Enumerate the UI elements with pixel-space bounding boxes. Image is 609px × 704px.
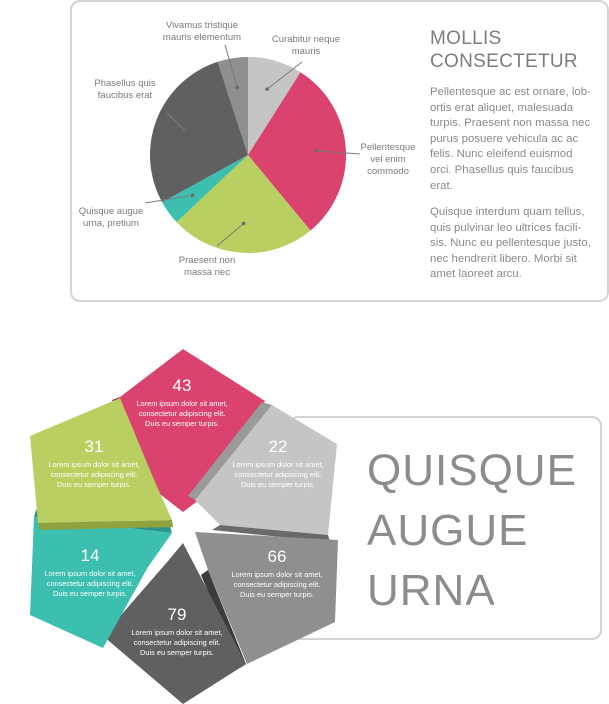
para1-line: erat. — [430, 179, 453, 192]
hex-segment-description: consectetur adipiscing elit. — [234, 470, 322, 479]
pie-side-title-line-2: CONSECTETUR — [430, 51, 578, 72]
pie-slice-label: Phasellus quis — [94, 78, 156, 89]
hex-segment-description: Duis eu semper turpis. — [145, 419, 219, 428]
hex-segment-description: Lorem ipsum dolor sit amet, — [136, 399, 228, 408]
para1-line: felis. Nunc eleifend euismod — [430, 148, 573, 161]
big-title-line-3: URNA — [367, 566, 496, 615]
pie-slice-label: commodo — [367, 166, 409, 177]
hex-segment-description: consectetur adipiscing elit. — [133, 638, 221, 647]
hex-segment-description: Lorem ipsum dolor sit amet, — [44, 569, 136, 578]
hex-segment-description: Duis eu semper turpis. — [140, 648, 214, 657]
pie-slice-label: urna, pretium — [83, 218, 139, 229]
pie-slice-label: Vivamus tristique — [165, 20, 239, 31]
hex-segment-description: Duis eu semper turpis. — [240, 590, 314, 599]
pie-slice-label: Pellentesque — [360, 142, 416, 153]
hex-segment-description: Lorem ipsum dolor sit amet, — [232, 460, 324, 469]
para2-line: sis. Nunc eu pellentesque justo, — [430, 237, 591, 250]
hex-segment-number: 43 — [172, 376, 192, 395]
hex-segment-description: consectetur adipiscing elit. — [50, 470, 138, 479]
hex-segment-description: consectetur adipiscing elit. — [233, 580, 321, 589]
pie-slice-label: mauris elementum — [162, 32, 242, 43]
hex-segment-description: Lorem ipsum dolor sit amet, — [131, 628, 223, 637]
pie-slice-label: faucibus erat — [97, 90, 153, 101]
para2-line: nec hendrerit libero. Morbi sit — [430, 252, 577, 265]
hex-segment-description: consectetur adipiscing elit. — [138, 409, 226, 418]
pie-slice-label: mauris — [291, 46, 321, 57]
para1-line: ortis erat aliquet, malesuada — [430, 101, 574, 114]
para1-line: turpis. Praesent non massa nec — [430, 117, 591, 130]
para2-line: Quisque interdum quam tellus, — [430, 206, 585, 218]
hex-segment-number: 79 — [167, 605, 187, 624]
hex-segment-description: Duis eu semper turpis. — [53, 589, 127, 598]
hex-segment-number: 14 — [80, 546, 100, 565]
para2-line: quis pulvinar leo ultrices facili- — [430, 221, 582, 234]
pie-slice-label: Curabitur neque — [271, 34, 341, 45]
pie-slice-label: Quisque augue — [78, 206, 144, 217]
hex-segment-description: Duis eu semper turpis. — [241, 480, 315, 489]
hex-segment-number: 22 — [268, 437, 288, 456]
para1-line: purus posuere vehicula ac ac — [430, 132, 579, 145]
big-title-line-1: QUISQUE — [367, 446, 577, 495]
hex-segment-description: Duis eu semper turpis. — [57, 480, 131, 489]
hex-segment-description: Lorem ipsum dolor sit amet, — [231, 570, 323, 579]
pie-slice-label: vel enim — [370, 154, 406, 165]
pie-slice-label: Praesent non — [178, 255, 236, 266]
hex-segment-description: Lorem ipsum dolor sit amet, — [48, 460, 140, 469]
big-title-line-2: AUGUE — [367, 506, 529, 555]
hex-segment-number: 31 — [84, 437, 104, 456]
para1-line: Pellentesque ac est ornare, lob- — [430, 86, 591, 98]
para1-line: orci. Phasellus quis faucibus — [430, 163, 574, 176]
para2-line: amet laoreet arcu. — [430, 268, 522, 281]
hex-segment-number: 66 — [267, 547, 287, 566]
pie-side-title-line-1: MOLLIS — [430, 28, 502, 49]
pie-slice-label: massa nec — [184, 267, 230, 278]
hex-segment-description: consectetur adipiscing elit. — [46, 579, 134, 588]
